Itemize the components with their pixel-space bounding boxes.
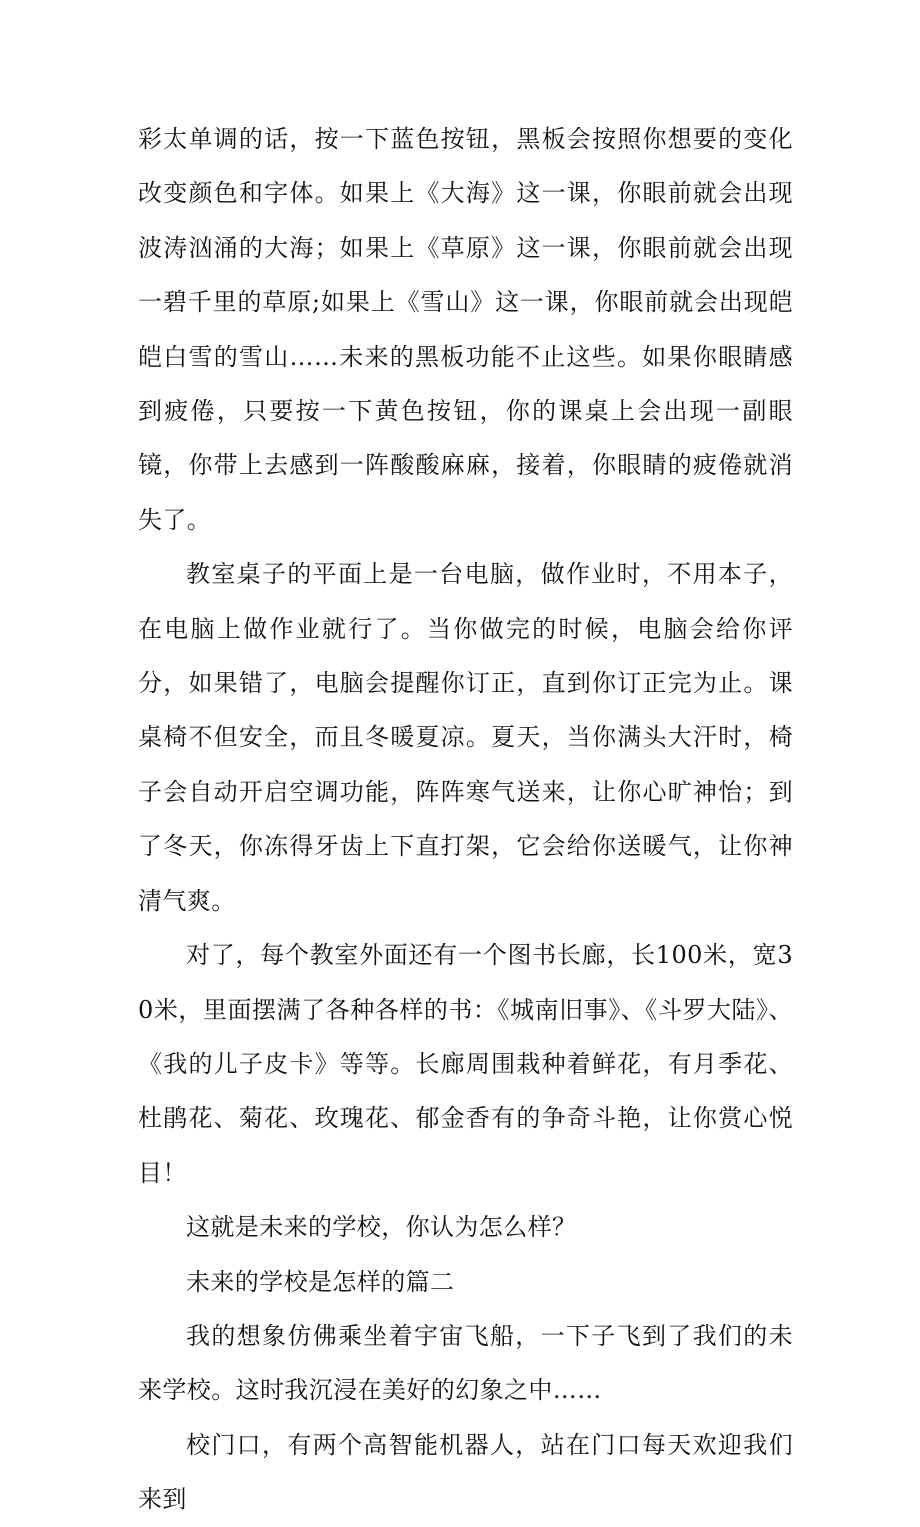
paragraph-computer-desk: 教室桌子的平面上是一台电脑，做作业时，不用本子，在电脑上做作业就行了。当你做完的时候，电脑会给你评分，如果错了，电脑会提醒你订正，直到你订正完为止。课桌椅不但安全，而且冬暖夏凉。夏天，当你满头大汗时，椅子会自动开启空调功能，阵阵寒气送来，让你心旷神怡；到了冬天，你冻得牙齿上下直打架，它会给你送暖气，让你神清气爽。 [138,560,793,915]
document-page [138,112,793,1527]
paragraph-book-corridor: 对了，每个教室外面还有一个图书长廊，长100米，宽30米，里面摆满了各种各样的书：《城南旧事》、《斗罗大陆》、《我的儿子皮卡》等等。长廊周围栽种着鲜花，有月季花、杜鹃花、菊花、玫瑰花、郁金香有的争奇斗艳，让你赏心悦目！ [138,941,793,1187]
paragraph-imagination: 我的想象仿佛乘坐着宇宙飞船，一下子飞到了我们的未来学校。这时我沉浸在美好的幻象之中…… [138,1321,793,1405]
paragraph-blackboard: 彩太单调的话，按一下蓝色按钮，黑板会按照你想要的变化改变颜色和字体。如果上《大海》这一课，你眼前就会出现波涛汹涌的大海；如果上《草原》这一课，你眼前就会出现一碧千里的草原;如果上《雪山》这一课，你眼前就会出现皑皑白雪的雪山……未来的黑板功能不止这些。如果你眼睛感到疲倦，只要按一下黄色按钮，你的课桌上会出现一副眼镜，你带上去感到一阵酸酸麻麻，接着，你眼睛的疲倦就消失了。 [138,125,793,534]
section-heading-part-two: 未来的学校是怎样的篇二 [186,1267,455,1296]
paragraph-school-gate: 校门口，有两个高智能机器人，站在门口每天欢迎我们来到 [138,1430,793,1514]
paragraph-closing-question: 这就是未来的学校，你认为怎么样？ [186,1213,577,1242]
